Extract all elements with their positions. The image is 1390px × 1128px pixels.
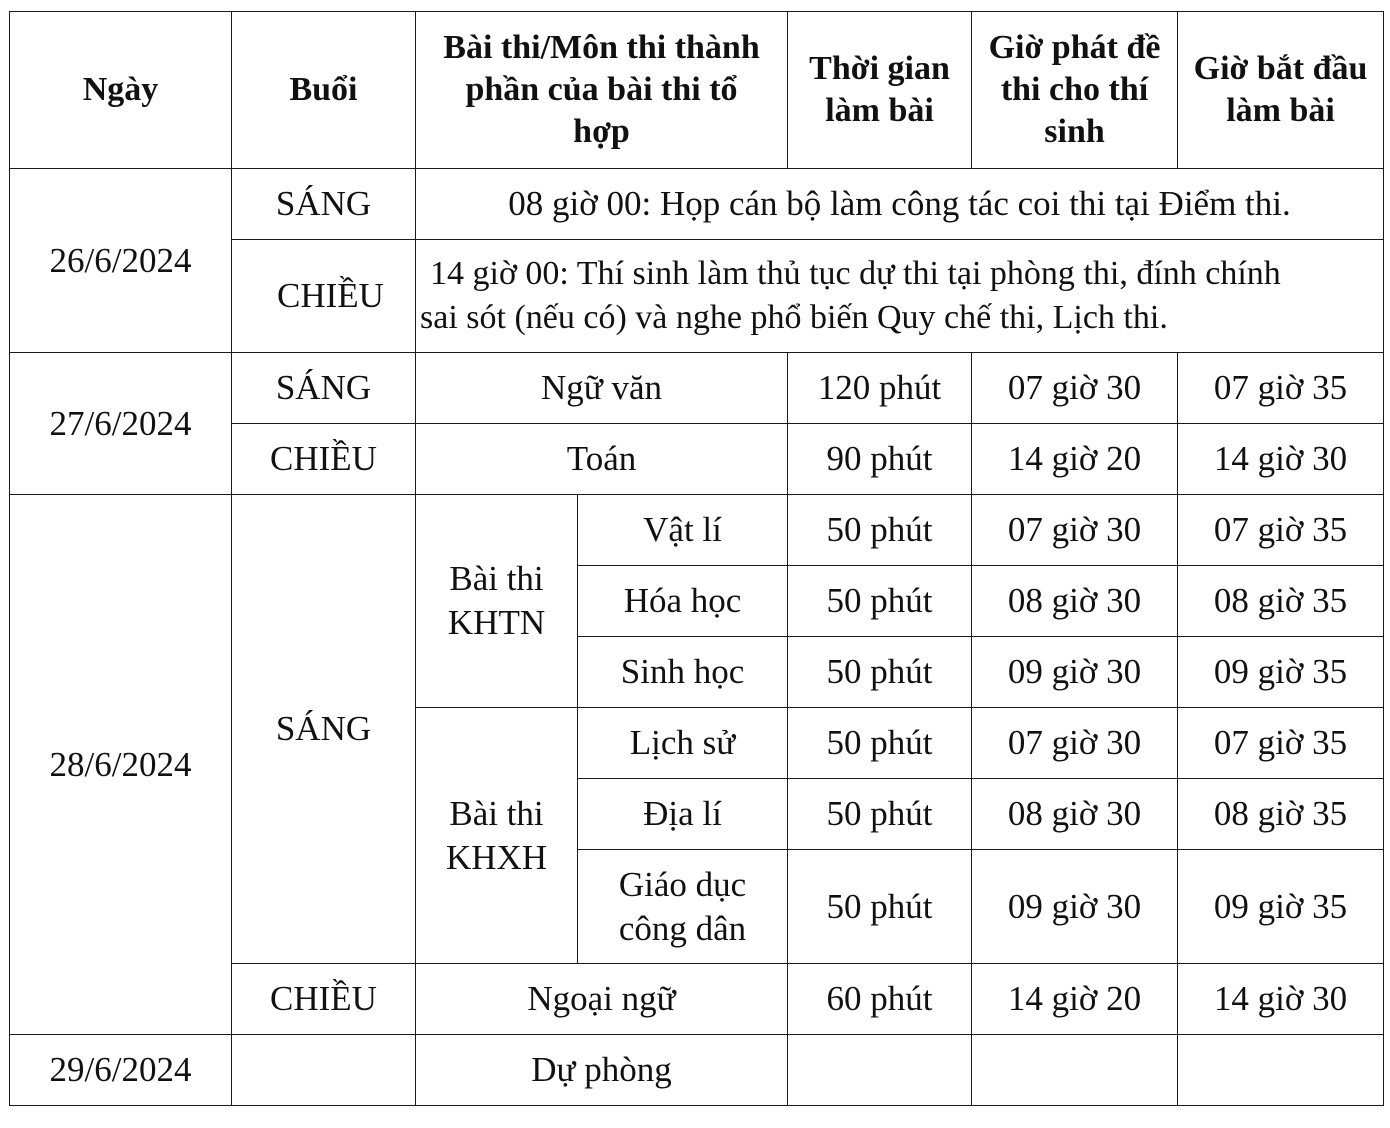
- date-cell: 26/6/2024: [10, 169, 232, 353]
- group-cell-khxh: [416, 708, 578, 964]
- date-cell: 29/6/2024: [10, 1035, 232, 1106]
- note-line: 14 giờ 00: Thí sinh làm thủ tục dự thi tại phòng thi, đính chính: [430, 255, 1281, 292]
- subject-cell: [578, 850, 788, 964]
- duration-cell: 50 phút: [788, 779, 972, 850]
- subject-cell: Vật lí: [578, 495, 788, 566]
- group-cell-khtn: [416, 495, 578, 708]
- date-cell: 28/6/2024: [10, 495, 232, 1035]
- header-buoi: Buổi: [232, 12, 416, 169]
- hand-out-time-cell: 08 giờ 30: [972, 779, 1178, 850]
- start-time-cell: 07 giờ 35: [1178, 708, 1384, 779]
- table-row: [10, 1035, 1384, 1106]
- session-cell: CHIỀU: [232, 240, 416, 353]
- header-bai-thi: Bài thi/Môn thi thành phần của bài thi tổ hợp: [416, 12, 788, 169]
- subject-cell: Lịch sử: [578, 708, 788, 779]
- subject-cell: Địa lí: [578, 779, 788, 850]
- session-cell: CHIỀU: [232, 964, 416, 1035]
- note-line: sai sót (nếu có) và nghe phổ biến Quy chế thi, Lịch thi.: [420, 299, 1168, 336]
- session-cell: [232, 1035, 416, 1106]
- duration-cell: 50 phút: [788, 495, 972, 566]
- duration-cell: 50 phút: [788, 637, 972, 708]
- start-time-cell: 08 giờ 35: [1178, 566, 1384, 637]
- session-cell: SÁNG: [232, 495, 416, 964]
- hand-out-time-cell: 07 giờ 30: [972, 495, 1178, 566]
- subject-cell: Toán: [416, 424, 788, 495]
- duration-cell: 50 phút: [788, 708, 972, 779]
- start-time-cell: [1178, 1035, 1384, 1106]
- exam-schedule-table: [9, 11, 1384, 1106]
- header-ngay: Ngày: [10, 12, 232, 169]
- duration-cell: 120 phút: [788, 353, 972, 424]
- start-time-cell: 14 giờ 30: [1178, 964, 1384, 1035]
- hand-out-time-cell: 09 giờ 30: [972, 850, 1178, 964]
- note-cell: 08 giờ 00: Họp cán bộ làm công tác coi thi tại Điểm thi.: [416, 169, 1384, 240]
- duration-cell: 50 phút: [788, 850, 972, 964]
- start-time-cell: 07 giờ 35: [1178, 353, 1384, 424]
- group-label: Bài thi: [449, 793, 544, 833]
- hand-out-time-cell: 07 giờ 30: [972, 708, 1178, 779]
- hand-out-time-cell: 08 giờ 30: [972, 566, 1178, 637]
- note-cell: [416, 240, 1384, 353]
- session-cell: SÁNG: [232, 169, 416, 240]
- session-cell: SÁNG: [232, 353, 416, 424]
- duration-cell: 90 phút: [788, 424, 972, 495]
- hand-out-time-cell: 09 giờ 30: [972, 637, 1178, 708]
- subject-cell: Ngoại ngữ: [416, 964, 788, 1035]
- subject-line: công dân: [618, 908, 747, 948]
- group-label: KHXH: [445, 837, 548, 877]
- header-gio-phat-de: Giờ phát đề thi cho thí sinh: [972, 12, 1178, 169]
- header-gio-bat-dau: Giờ bắt đầu làm bài: [1178, 12, 1384, 169]
- header-row: [10, 12, 1384, 169]
- table-row: [10, 495, 1384, 566]
- duration-cell: [788, 1035, 972, 1106]
- subject-cell: Sinh học: [578, 637, 788, 708]
- group-label: KHTN: [447, 603, 546, 642]
- header-thoi-gian: Thời gian làm bài: [788, 12, 972, 169]
- subject-cell: Ngữ văn: [416, 353, 788, 424]
- subject-cell: Dự phòng: [416, 1035, 788, 1106]
- subject-cell: Hóa học: [578, 566, 788, 637]
- start-time-cell: 09 giờ 35: [1178, 637, 1384, 708]
- hand-out-time-cell: 07 giờ 30: [972, 353, 1178, 424]
- hand-out-time-cell: [972, 1035, 1178, 1106]
- start-time-cell: 07 giờ 35: [1178, 495, 1384, 566]
- start-time-cell: 14 giờ 30: [1178, 424, 1384, 495]
- subject-line: Giáo dục: [618, 864, 747, 904]
- table-row: [10, 353, 1384, 424]
- start-time-cell: 09 giờ 35: [1178, 850, 1384, 964]
- session-cell: CHIỀU: [232, 424, 416, 495]
- group-label: Bài thi: [449, 559, 544, 598]
- table-row: [10, 169, 1384, 240]
- hand-out-time-cell: 14 giờ 20: [972, 424, 1178, 495]
- duration-cell: 50 phút: [788, 566, 972, 637]
- start-time-cell: 08 giờ 35: [1178, 779, 1384, 850]
- duration-cell: 60 phút: [788, 964, 972, 1035]
- hand-out-time-cell: 14 giờ 20: [972, 964, 1178, 1035]
- date-cell: 27/6/2024: [10, 353, 232, 495]
